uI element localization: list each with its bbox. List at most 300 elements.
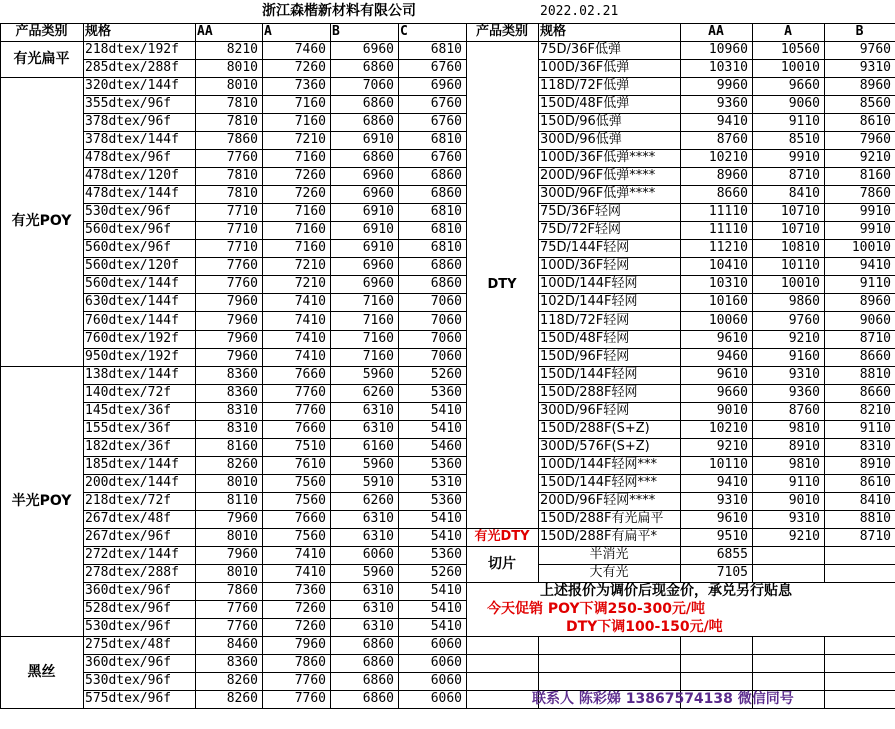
right-row-b: 8910 <box>859 457 891 472</box>
left-row-c: 6060 <box>430 673 462 688</box>
note-discount-terms: 上述报价为调价后现金价，承兑另行贴息 <box>540 583 792 599</box>
right-grid-row-line <box>538 348 895 349</box>
right-row-aa: 9510 <box>716 529 748 544</box>
left-row-b: 7160 <box>362 294 394 309</box>
right-lower-row-line <box>466 708 895 709</box>
left-grid-row-line <box>83 564 466 565</box>
left-row-aa: 7960 <box>226 294 258 309</box>
left-row-spec: 378dtex/144f <box>85 132 179 147</box>
right-row-b: 9310 <box>859 60 891 75</box>
left-row-spec: 267dtex/96f <box>85 529 172 544</box>
left-row-spec: 140dtex/72f <box>85 385 172 400</box>
right-row-a: 10560 <box>780 42 820 57</box>
left-row-aa: 8260 <box>226 691 258 706</box>
right-grid-row-line <box>538 77 895 78</box>
right-row-spec: 100D/36F轻网 <box>540 258 630 273</box>
right-row-a: 9860 <box>788 294 820 309</box>
right-grid-row-line <box>538 257 895 258</box>
left-row-a: 7760 <box>294 385 326 400</box>
left-row-aa: 7810 <box>226 96 258 111</box>
right-grid-row-line <box>466 23 538 24</box>
left-row-spec: 360dtex/96f <box>85 655 172 670</box>
left-row-b: 6060 <box>362 547 394 562</box>
right-row-a: 8710 <box>788 168 820 183</box>
left-row-c: 6810 <box>430 222 462 237</box>
left-row-c: 5410 <box>430 601 462 616</box>
right-row-aa: 9410 <box>716 475 748 490</box>
left-row-b: 6260 <box>362 385 394 400</box>
left-row-c: 5360 <box>430 385 462 400</box>
right-grid-row-line <box>538 474 895 475</box>
left-row-c: 6860 <box>430 258 462 273</box>
left-row-c: 6760 <box>430 150 462 165</box>
left-row-b: 7160 <box>362 331 394 346</box>
left-grid-row-line <box>83 293 466 294</box>
right-row-b: 8560 <box>859 96 891 111</box>
left-row-a: 7410 <box>294 331 326 346</box>
contact-info: 联系人 陈彩娣 13867574138 微信同号 <box>532 691 794 707</box>
left-grid-col-line <box>330 23 331 708</box>
left-category-divider <box>0 708 83 709</box>
right-row-spec: 150D/288F有光扁平 <box>540 511 664 526</box>
right-grid-row-line <box>538 456 895 457</box>
right-header-a: A <box>784 24 792 39</box>
left-grid-row-line <box>83 582 466 583</box>
left-row-spec: 267dtex/48f <box>85 511 172 526</box>
left-row-b: 6310 <box>362 583 394 598</box>
left-row-spec: 185dtex/144f <box>85 457 179 472</box>
left-row-b: 6910 <box>362 240 394 255</box>
left-header-c: C <box>400 24 408 39</box>
left-grid-row-line <box>83 185 466 186</box>
right-row-b: 8810 <box>859 367 891 382</box>
right-row-spec: 118D/72F轻网 <box>540 313 630 328</box>
right-row-a: 8510 <box>788 132 820 147</box>
right-row-a: 10710 <box>780 204 820 219</box>
left-grid-row-line <box>0 41 83 42</box>
left-row-c: 6810 <box>430 42 462 57</box>
left-row-spec: 760dtex/144f <box>85 313 179 328</box>
left-row-spec: 478dtex/120f <box>85 168 179 183</box>
right-row-b: 8610 <box>859 475 891 490</box>
left-row-a: 7660 <box>294 511 326 526</box>
left-row-a: 7360 <box>294 583 326 598</box>
left-row-a: 7760 <box>294 673 326 688</box>
left-row-a: 7160 <box>294 96 326 111</box>
left-row-aa: 8110 <box>226 493 258 508</box>
left-category: 有光扁平 <box>13 51 70 67</box>
left-row-b: 7160 <box>362 349 394 364</box>
left-row-aa: 7860 <box>226 583 258 598</box>
right-row-b: 8410 <box>859 493 891 508</box>
left-row-c: 5410 <box>430 511 462 526</box>
left-grid-col-line <box>0 23 1 708</box>
right-row-b: 8210 <box>859 403 891 418</box>
left-row-c: 6760 <box>430 60 462 75</box>
left-row-c: 5260 <box>430 565 462 580</box>
left-row-b: 5960 <box>362 367 394 382</box>
left-grid-row-line <box>83 690 466 691</box>
right-row-aa: 10310 <box>708 276 748 291</box>
left-row-c: 5310 <box>430 475 462 490</box>
left-row-spec: 478dtex/96f <box>85 150 172 165</box>
left-row-b: 6310 <box>362 421 394 436</box>
right-row-b: 8660 <box>859 385 891 400</box>
left-row-aa: 8210 <box>226 42 258 57</box>
left-row-a: 7260 <box>294 168 326 183</box>
left-grid-row-line <box>83 438 466 439</box>
right-row-aa: 9360 <box>716 96 748 111</box>
right-row-b: 8660 <box>859 349 891 364</box>
left-row-aa: 7960 <box>226 511 258 526</box>
right-row-a: 9360 <box>788 385 820 400</box>
right-row-a: 9810 <box>788 421 820 436</box>
left-row-a: 7160 <box>294 204 326 219</box>
left-row-c: 5410 <box>430 529 462 544</box>
left-row-aa: 8460 <box>226 637 258 652</box>
left-row-aa: 8310 <box>226 403 258 418</box>
left-row-spec: 560dtex/96f <box>85 222 172 237</box>
left-row-aa: 7960 <box>226 331 258 346</box>
left-row-a: 7160 <box>294 222 326 237</box>
left-row-a: 7160 <box>294 240 326 255</box>
right-grid-row-line <box>538 330 895 331</box>
left-row-aa: 7960 <box>226 349 258 364</box>
right-category-divider <box>466 528 538 529</box>
right-row-b: 8810 <box>859 511 891 526</box>
right-row-b: 8610 <box>859 114 891 129</box>
right-row-b: 9760 <box>859 42 891 57</box>
left-row-spec: 155dtex/36f <box>85 421 172 436</box>
right-row-a: 10010 <box>780 276 820 291</box>
right-row-a: 8910 <box>788 439 820 454</box>
left-row-a: 7410 <box>294 565 326 580</box>
right-grid-row-line <box>538 167 895 168</box>
left-row-a: 7260 <box>294 60 326 75</box>
right-row-b: 8710 <box>859 529 891 544</box>
left-row-spec: 360dtex/96f <box>85 583 172 598</box>
right-row-aa: 9210 <box>716 439 748 454</box>
right-row-a: 10810 <box>780 240 820 255</box>
right-header-aa: AA <box>708 24 724 39</box>
left-row-a: 7410 <box>294 349 326 364</box>
left-row-aa: 7860 <box>226 132 258 147</box>
right-row-a: 9310 <box>788 511 820 526</box>
right-grid-row-line <box>538 366 895 367</box>
left-row-spec: 560dtex/120f <box>85 258 179 273</box>
left-row-b: 6910 <box>362 222 394 237</box>
left-grid-row-line <box>83 167 466 168</box>
right-row-spec: 150D/96F轻网 <box>540 349 630 364</box>
left-category: 有光POY <box>11 213 72 229</box>
left-row-a: 7510 <box>294 439 326 454</box>
right-grid-row-line <box>538 528 895 529</box>
left-row-b: 6860 <box>362 96 394 111</box>
right-grid-row-line <box>538 311 895 312</box>
left-row-b: 6160 <box>362 439 394 454</box>
left-row-a: 7760 <box>294 691 326 706</box>
right-row-a: 10010 <box>780 60 820 75</box>
right-grid-row-line <box>538 510 895 511</box>
chips-category: 切片 <box>488 556 516 572</box>
left-row-a: 7460 <box>294 42 326 57</box>
left-grid-row-line <box>83 41 466 42</box>
left-grid-col-line <box>195 23 196 708</box>
right-row-b: 10010 <box>851 240 891 255</box>
right-grid-row-line <box>538 239 895 240</box>
left-row-a: 7660 <box>294 421 326 436</box>
right-row-aa: 9610 <box>716 367 748 382</box>
left-category: 黑丝 <box>27 664 56 680</box>
left-row-a: 7560 <box>294 529 326 544</box>
left-row-spec: 182dtex/36f <box>85 439 172 454</box>
chips-price: 7105 <box>716 565 748 580</box>
left-row-b: 5960 <box>362 457 394 472</box>
left-row-spec: 272dtex/144f <box>85 547 179 562</box>
left-row-b: 6310 <box>362 601 394 616</box>
chips-name: 半消光 <box>589 547 629 562</box>
right-grid-row-line <box>538 438 895 439</box>
right-row-a: 9110 <box>788 114 820 129</box>
left-grid-row-line <box>83 654 466 655</box>
left-row-spec: 950dtex/192f <box>85 349 179 364</box>
right-grid-row-line <box>538 203 895 204</box>
right-row-aa: 11110 <box>708 222 748 237</box>
left-row-aa: 7810 <box>226 186 258 201</box>
left-grid-row-line <box>83 618 466 619</box>
left-row-a: 7210 <box>294 276 326 291</box>
price-date: 2022.02.21 <box>540 4 619 19</box>
right-header-category: 产品类别 <box>475 24 528 39</box>
left-row-c: 6860 <box>430 276 462 291</box>
left-row-spec: 528dtex/96f <box>85 601 172 616</box>
right-row-spec: 102D/144F轻网 <box>540 294 638 309</box>
left-grid-row-line <box>83 203 466 204</box>
left-row-c: 6960 <box>430 78 462 93</box>
right-row-spec: 300D/96F低弹**** <box>540 186 656 201</box>
left-row-aa: 7960 <box>226 313 258 328</box>
left-row-c: 5410 <box>430 421 462 436</box>
left-header-aa: AA <box>197 24 213 39</box>
left-grid-row-line <box>83 384 466 385</box>
left-row-c: 5360 <box>430 457 462 472</box>
left-grid-row-line <box>83 257 466 258</box>
left-grid-row-line <box>83 311 466 312</box>
left-row-b: 6310 <box>362 619 394 634</box>
left-row-b: 6960 <box>362 276 394 291</box>
left-row-b: 6960 <box>362 42 394 57</box>
left-row-c: 5460 <box>430 439 462 454</box>
right-grid-row-line <box>538 384 895 385</box>
right-row-spec: 150D/48F低弹 <box>540 96 630 111</box>
right-row-spec: 150D/144F轻网*** <box>540 475 657 490</box>
right-grid-row-line <box>538 420 895 421</box>
right-row-spec: 150D/288F轻网 <box>540 385 638 400</box>
left-row-b: 6960 <box>362 186 394 201</box>
left-grid-row-line <box>83 636 466 637</box>
left-row-aa: 8010 <box>226 60 258 75</box>
right-row-a: 9310 <box>788 367 820 382</box>
right-row-aa: 9310 <box>716 493 748 508</box>
right-row-spec: 150D/144F轻网 <box>540 367 638 382</box>
right-row-aa: 9410 <box>716 114 748 129</box>
right-row-spec: 300D/96F轻网 <box>540 403 630 418</box>
left-grid-row-line <box>83 420 466 421</box>
left-row-c: 6860 <box>430 186 462 201</box>
right-row-spec: 75D/144F轻网 <box>540 240 630 255</box>
left-row-spec: 278dtex/288f <box>85 565 179 580</box>
left-grid-row-line <box>83 528 466 529</box>
right-row-a: 10710 <box>780 222 820 237</box>
left-row-c: 7060 <box>430 349 462 364</box>
right-row-aa: 9960 <box>716 78 748 93</box>
left-row-b: 6960 <box>362 258 394 273</box>
left-row-a: 7210 <box>294 258 326 273</box>
left-row-aa: 8260 <box>226 673 258 688</box>
left-row-aa: 7760 <box>226 258 258 273</box>
left-grid-row-line <box>83 239 466 240</box>
left-row-b: 7160 <box>362 313 394 328</box>
left-row-aa: 8010 <box>226 565 258 580</box>
left-row-aa: 8310 <box>226 421 258 436</box>
right-grid-row-line <box>538 131 895 132</box>
left-row-c: 6760 <box>430 114 462 129</box>
right-grid-col-line <box>538 23 539 582</box>
left-row-a: 7260 <box>294 601 326 616</box>
left-row-b: 6860 <box>362 150 394 165</box>
left-category: 半光POY <box>11 493 72 509</box>
right-grid-row-line <box>538 546 895 547</box>
left-row-spec: 378dtex/96f <box>85 114 172 129</box>
right-row-a: 9210 <box>788 529 820 544</box>
left-row-a: 7260 <box>294 619 326 634</box>
right-row-spec: 200D/96F低弹**** <box>540 168 656 183</box>
promo-dty: DTY下调100-150元/吨 <box>566 619 723 635</box>
right-category-divider <box>466 582 538 583</box>
left-row-c: 7060 <box>430 313 462 328</box>
left-row-b: 6310 <box>362 511 394 526</box>
right-row-b: 9110 <box>859 276 891 291</box>
right-row-a: 9010 <box>788 493 820 508</box>
right-grid-row-line <box>538 185 895 186</box>
right-row-aa: 9010 <box>716 403 748 418</box>
right-row-aa: 10210 <box>708 421 748 436</box>
right-row-b: 9110 <box>859 421 891 436</box>
left-row-a: 7410 <box>294 294 326 309</box>
left-row-spec: 530dtex/96f <box>85 673 172 688</box>
left-row-spec: 760dtex/192f <box>85 331 179 346</box>
right-row-b: 8310 <box>859 439 891 454</box>
left-grid-row-line <box>83 402 466 403</box>
left-grid-row-line <box>83 492 466 493</box>
right-row-a: 9810 <box>788 457 820 472</box>
right-row-aa: 8960 <box>716 168 748 183</box>
company-title: 浙江森楷新材料有限公司 <box>262 3 416 19</box>
right-row-a: 9160 <box>788 349 820 364</box>
right-row-a: 9060 <box>788 96 820 111</box>
left-row-a: 7610 <box>294 457 326 472</box>
left-grid-row-line <box>83 113 466 114</box>
right-grid-row-line <box>538 402 895 403</box>
right-grid-row-line <box>538 95 895 96</box>
right-grid-col-line <box>752 23 753 582</box>
left-grid-row-line <box>83 330 466 331</box>
right-grid-col-line <box>680 23 681 582</box>
right-row-spec: 100D/36F低弹 <box>540 60 630 75</box>
left-grid-row-line <box>83 672 466 673</box>
left-grid-col-line <box>262 23 263 708</box>
left-category-divider <box>0 77 83 78</box>
left-grid-row-line <box>83 77 466 78</box>
left-row-b: 6910 <box>362 132 394 147</box>
chips-name: 大有光 <box>589 565 629 580</box>
right-grid-row-line <box>538 564 895 565</box>
left-row-spec: 560dtex/144f <box>85 276 179 291</box>
left-row-spec: 320dtex/144f <box>85 78 179 93</box>
left-grid-row-line <box>83 221 466 222</box>
right-row-aa: 9610 <box>716 511 748 526</box>
right-row-a: 9210 <box>788 331 820 346</box>
right-row-spec: 150D/288F(S+Z) <box>540 421 650 436</box>
right-row-b: 8960 <box>859 294 891 309</box>
left-row-spec: 200dtex/144f <box>85 475 179 490</box>
left-row-c: 5410 <box>430 619 462 634</box>
left-row-aa: 7760 <box>226 601 258 616</box>
left-row-c: 7060 <box>430 294 462 309</box>
right-grid-col-line <box>824 23 825 582</box>
left-row-a: 7660 <box>294 367 326 382</box>
left-row-c: 7060 <box>430 331 462 346</box>
right-grid-row-line <box>538 113 895 114</box>
right-row-spec: 200D/96F轻网**** <box>540 493 656 508</box>
right-row-b: 9210 <box>859 150 891 165</box>
right-row-aa: 10410 <box>708 258 748 273</box>
right-row-spec: 118D/72F低弹 <box>540 78 630 93</box>
left-row-b: 5910 <box>362 475 394 490</box>
right-row-a: 9910 <box>788 150 820 165</box>
left-row-c: 5360 <box>430 547 462 562</box>
right-row-spec: 75D/36F低弹 <box>540 42 621 57</box>
left-row-a: 7360 <box>294 78 326 93</box>
right-row-aa: 9660 <box>716 385 748 400</box>
left-row-aa: 8160 <box>226 439 258 454</box>
left-grid-row-line <box>0 23 83 24</box>
left-row-aa: 7760 <box>226 276 258 291</box>
left-row-spec: 630dtex/144f <box>85 294 179 309</box>
right-category-divider <box>466 546 538 547</box>
left-category-divider <box>0 636 83 637</box>
left-row-c: 6060 <box>430 691 462 706</box>
left-row-c: 5360 <box>430 493 462 508</box>
left-row-aa: 7810 <box>226 168 258 183</box>
left-row-b: 6860 <box>362 655 394 670</box>
left-row-c: 6060 <box>430 637 462 652</box>
right-row-aa: 10160 <box>708 294 748 309</box>
right-grid-row-line <box>538 221 895 222</box>
left-row-aa: 7960 <box>226 547 258 562</box>
left-row-c: 6810 <box>430 240 462 255</box>
left-row-a: 7560 <box>294 475 326 490</box>
left-row-aa: 8360 <box>226 385 258 400</box>
right-row-spec: 100D/144F轻网*** <box>540 457 657 472</box>
right-row-spec: 300D/576F(S+Z) <box>540 439 650 454</box>
left-row-spec: 530dtex/96f <box>85 204 172 219</box>
left-row-spec: 145dtex/36f <box>85 403 172 418</box>
left-row-a: 7260 <box>294 186 326 201</box>
left-grid-row-line <box>83 600 466 601</box>
left-row-spec: 478dtex/144f <box>85 186 179 201</box>
left-row-c: 5410 <box>430 583 462 598</box>
